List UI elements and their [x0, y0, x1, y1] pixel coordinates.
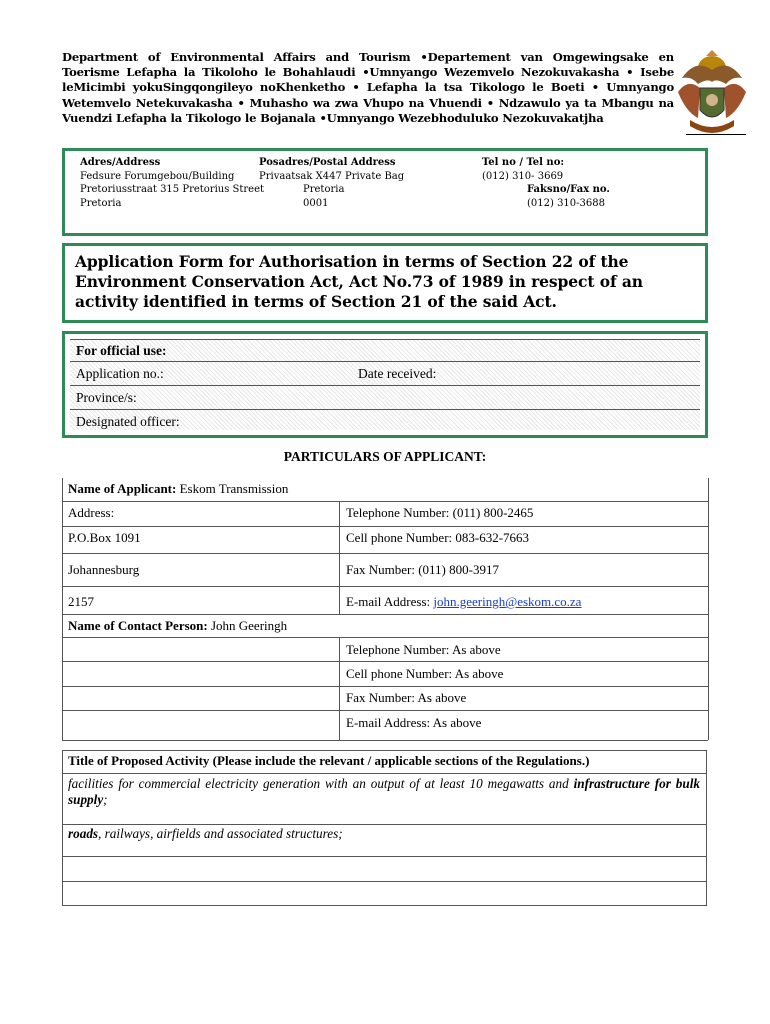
form-title: Application Form for Authorisation in terms of Section 22 of the Environment Conservation Act, Act No.73 of 1989 in respect of an activity identified in terms of Section 21 of the said Act. — [75, 252, 643, 311]
applicant-fax: Fax Number: (011) 800-3917 — [346, 562, 499, 577]
applicant-address-line-2: Johannesburg — [68, 562, 140, 577]
form-title-box — [62, 243, 708, 323]
provinces-row[interactable] — [70, 387, 700, 410]
column-divider — [339, 637, 340, 740]
row-divider — [62, 526, 708, 527]
applicant-name: Name of Applicant: Eskom Transmission — [68, 481, 289, 496]
applicant-address-label: Address: — [68, 505, 115, 520]
fax-value: (012) 310-3688 — [527, 198, 605, 209]
address-line-3: Pretoria — [80, 198, 122, 209]
activity-heading: Title of Proposed Activity (Please include the relevant / applicable sections of the Regulations.) — [68, 753, 590, 768]
applicant-address-line-1: P.O.Box 1091 — [68, 530, 141, 545]
row-divider — [62, 637, 708, 638]
designated-officer-row[interactable] — [70, 411, 700, 434]
row-divider — [62, 661, 708, 662]
address-heading: Adres/Address — [80, 157, 161, 168]
date-received-label: Date received: — [358, 366, 437, 381]
row-divider — [62, 824, 707, 825]
application-no-label: Application no.: — [76, 366, 164, 381]
activity-item-1[interactable]: facilities for commercial electricity generation with an output of at least 10 megawatts and infrastructure for bulk supply; — [68, 776, 700, 807]
department-names: Department of Environmental Affairs and Tourism •Departement van Omgewingsake en Toerisme Lefapha la Tikoloho le Bohahlaudi •Umnyango Wezemvelo Nezokuvakasha • Isebe leMicimbi yokuSingqongileyo noKhenketho • Lefapha la tsa Tikologo le Boeti • Umnyango Wetemvelo Netekuvakasha • Muhasho wa zwa Vhupo na Vhuendi • Ndzawulo ya ta Mbangu na Vuendzi Lefapha la Tikologo le Bojanala •Umnyango Wezebhoduluko Nezokuvakatjha — [62, 50, 674, 125]
applicant-telephone: Telephone Number: (011) 800-2465 — [346, 505, 534, 520]
contact-cellphone: Cell phone Number: As above — [346, 666, 504, 681]
provinces-label: Province/s: — [76, 390, 137, 405]
row-divider — [62, 773, 707, 774]
postal-line-1: Privaatsak X447 Private Bag — [259, 171, 405, 182]
row-divider — [62, 553, 708, 554]
table-bottom-border — [62, 740, 708, 741]
address-line-1: Fedsure Forumgebou/Building — [80, 171, 235, 182]
contact-email: E-mail Address: As above — [346, 715, 482, 730]
contact-person-name: Name of Contact Person: John Geeringh — [68, 618, 288, 633]
address-box — [62, 148, 708, 236]
tel-heading: Tel no / Tel no: — [482, 157, 565, 168]
row-divider — [62, 586, 708, 587]
row-divider — [62, 881, 707, 882]
activity-item-2[interactable]: roads, railways, airfields and associated structures; — [68, 826, 343, 841]
applicant-email: E-mail Address: john.geeringh@eskom.co.za — [346, 594, 582, 609]
coat-of-arms-icon — [676, 48, 748, 140]
crest-underline — [686, 134, 746, 135]
row-divider — [62, 614, 708, 615]
applicant-address-line-3: 2157 — [68, 594, 94, 609]
postal-line-2: Pretoria — [303, 184, 345, 195]
address-line-2: Pretoriusstraat 315 Pretorius Street — [80, 184, 265, 195]
row-divider — [62, 710, 708, 711]
postal-line-3: 0001 — [303, 198, 329, 209]
postal-heading: Posadres/Postal Address — [259, 157, 396, 168]
tel-value: (012) 310- 3669 — [482, 171, 564, 182]
particulars-heading: PARTICULARS OF APPLICANT: — [283, 449, 487, 464]
row-divider — [62, 501, 708, 502]
row-divider — [62, 686, 708, 687]
column-divider — [339, 501, 340, 614]
row-divider — [62, 856, 707, 857]
fax-heading: Faksno/Fax no. — [527, 184, 610, 195]
applicant-cellphone: Cell phone Number: 083-632-7663 — [346, 530, 530, 545]
applicant-email-link[interactable]: john.geeringh@eskom.co.za — [433, 594, 582, 609]
application-no-row[interactable] — [70, 363, 700, 386]
official-use-heading: For official use: — [70, 339, 700, 362]
contact-fax: Fax Number: As above — [346, 690, 467, 705]
contact-telephone: Telephone Number: As above — [346, 642, 501, 657]
official-use-box — [62, 331, 708, 438]
designated-officer-label: Designated officer: — [76, 414, 180, 429]
